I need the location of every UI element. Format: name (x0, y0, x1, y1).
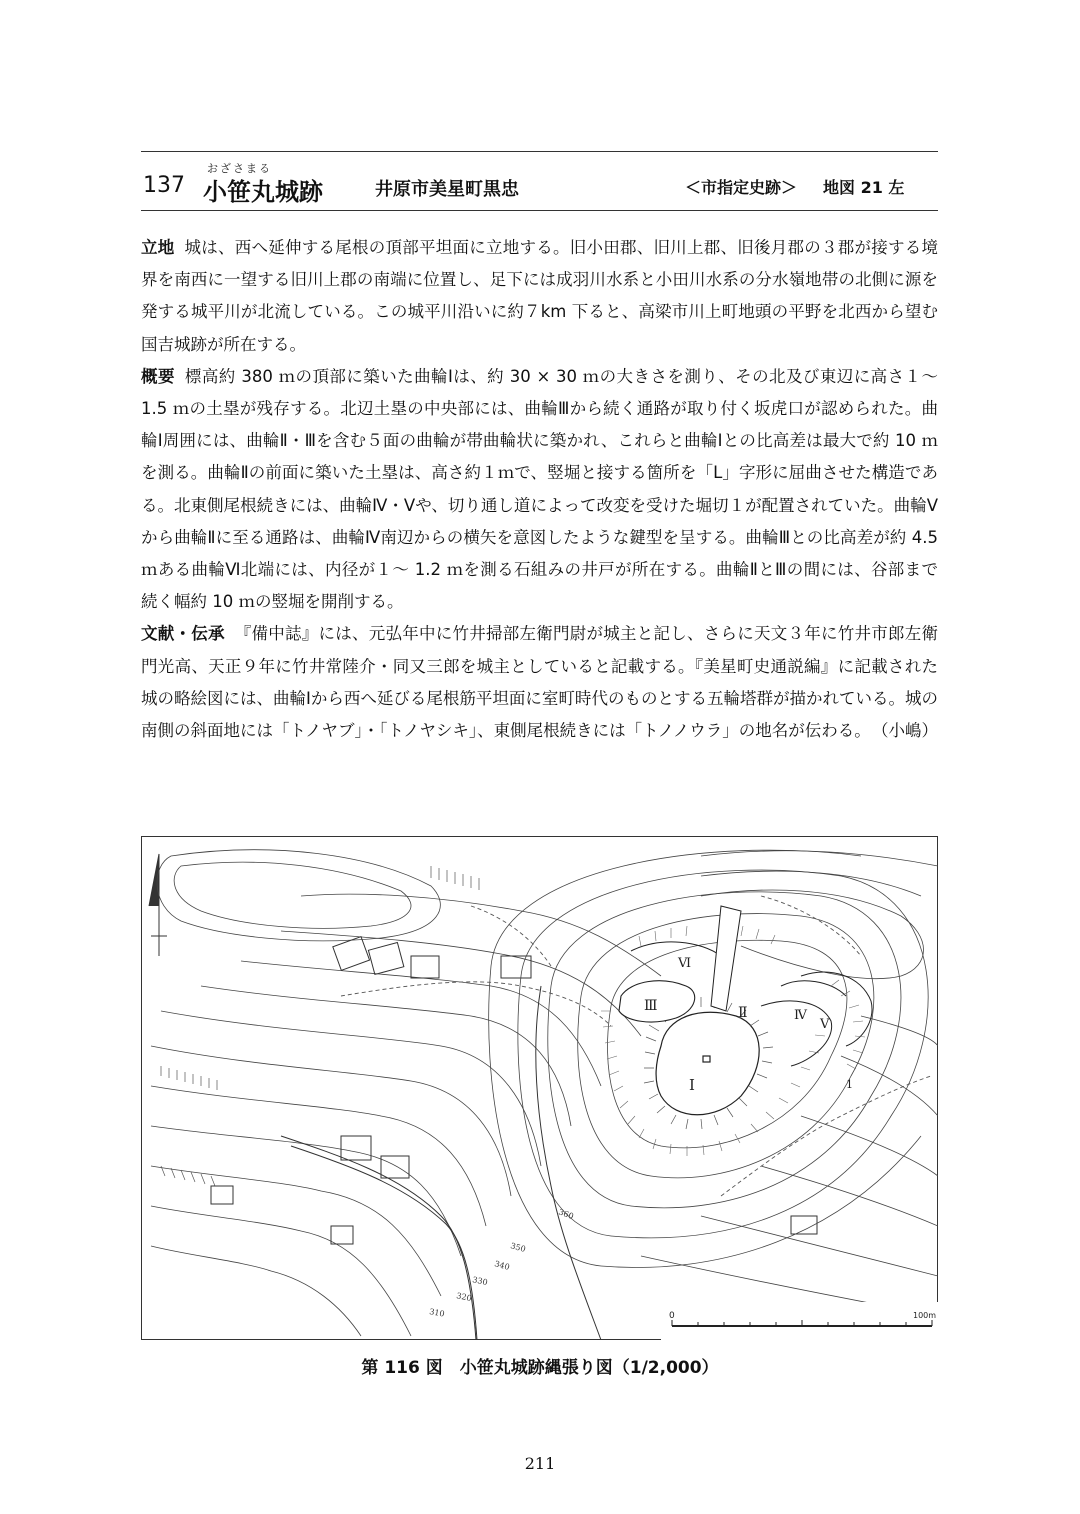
contour-label-320: 320 (455, 1291, 473, 1304)
header-bottom-rule (141, 210, 938, 211)
contour-label-340: 340 (493, 1259, 511, 1272)
castle-plan-map (141, 836, 938, 1340)
contour-label-310: 310 (428, 1307, 446, 1319)
site-name: 小笹丸城跡 (203, 178, 323, 206)
section-overview (141, 361, 938, 619)
label-enclosure-III: Ⅲ (644, 998, 658, 1014)
label-enclosure-I: Ⅰ (689, 1076, 695, 1094)
designation: ＜市指定史跡＞ (685, 178, 798, 197)
figure-caption: 第 116 図 小笹丸城跡縄張り図（1/2,000） (361, 1358, 719, 1378)
contour-label-350: 350 (509, 1241, 527, 1254)
entry-number: 137 (143, 173, 185, 198)
map-reference: 地図 21 左 (823, 178, 905, 197)
scale-end-label: 100m (913, 1311, 937, 1320)
section-label: 概要 (141, 366, 175, 386)
entry-header (141, 160, 938, 206)
site-name-ruby: おざさまる (207, 162, 272, 175)
label-enclosure-IV: Ⅳ (794, 1008, 807, 1023)
contour-label-330: 330 (471, 1275, 489, 1288)
section-text: 『備中誌』には、元弘年中に竹井掃部左衛門尉が城主と記し、さらに天文３年に竹井市郎左衛門光高、天正９年に竹井常陸介・同又三郎を城主としていると記載する。『美星町史通説編』に記載された城の略絵図には、曲輪Ⅰから西へ延びる尾根筋平坦面に室町時代のものとする五輪塔群が描かれている。城の南側の斜面地には「トノヤブ」・「トノヤシキ」、東側尾根続きには「トノノウラ」の地名が伝わる。 (141, 624, 938, 741)
scale-start-label: 0 (669, 1311, 675, 1321)
section-literature (141, 618, 938, 747)
label-enclosure-II: Ⅱ (738, 1005, 748, 1021)
label-enclosure-VI: Ⅵ (678, 956, 692, 971)
contour-label-360: 360 (557, 1207, 575, 1222)
header-top-rule (141, 151, 938, 152)
label-enclosure-V: Ⅴ (820, 1017, 830, 1032)
section-label: 立地 (141, 238, 175, 257)
castle-plan-figure (141, 836, 938, 1340)
section-label: 文献・伝承 (141, 624, 225, 644)
author-credit: （小嶋） (872, 721, 938, 741)
body-text (141, 232, 938, 747)
section-text: 標高約 380 ｍの頂部に築いた曲輪Ⅰは、約 30 × 30 ｍの大きさを測り、その北及び東辺に高さ１～ 1.5 ｍの土塁が残存する。北辺土塁の中央部には、曲輪Ⅲから続く通路が取り付く坂虎口が認められた。曲輪Ⅰ周囲には、曲輪Ⅱ・Ⅲを含む５面の曲輪が帯曲輪状に築かれ、これらと曲輪Ⅰとの比高差は最大で約 10 ｍを測る。曲輪Ⅱの前面に築いた土塁は、高さ約１ｍで、竪堀と接する箇所を「L」字形に屈曲させた構造である。北東側尾根続きには、曲輪Ⅳ・Ⅴや、切り通し道によって改変を受けた堀切１が配置されていた。曲輪Ⅴから曲輪Ⅱに至る通路は、曲輪Ⅳ南辺からの横矢を意図したような鍵型を呈する。曲輪Ⅲとの比高差が約 4.5 ｍある曲輪Ⅵ北端には、内径が１～ 1.2 ｍを測る石組みの井戸が所在する。曲輪ⅡとⅢの間には、谷部まで続く幅約 10 ｍの竪堀を開削する。 (141, 366, 938, 612)
page-number: 211 (524, 1454, 556, 1473)
label-moat-1: 1 (846, 1078, 853, 1091)
section-text: 城は、西へ延伸する尾根の頂部平坦面に立地する。旧小田郡、旧川上郡、旧後月郡の３郡が接する境界を南西に一望する旧川上郡の南端に位置し、足下には成羽川水系と小田川水系の分水嶺地帯の北側に源を発する城平川が北流している。この城平川沿いに約７km 下ると、高梁市川上町地頭の平野を北西から望む国吉城跡が所在する。 (141, 238, 939, 354)
section-location (141, 232, 938, 361)
scale-bar (661, 1302, 938, 1340)
site-location: 井原市美星町黒忠 (375, 179, 519, 200)
